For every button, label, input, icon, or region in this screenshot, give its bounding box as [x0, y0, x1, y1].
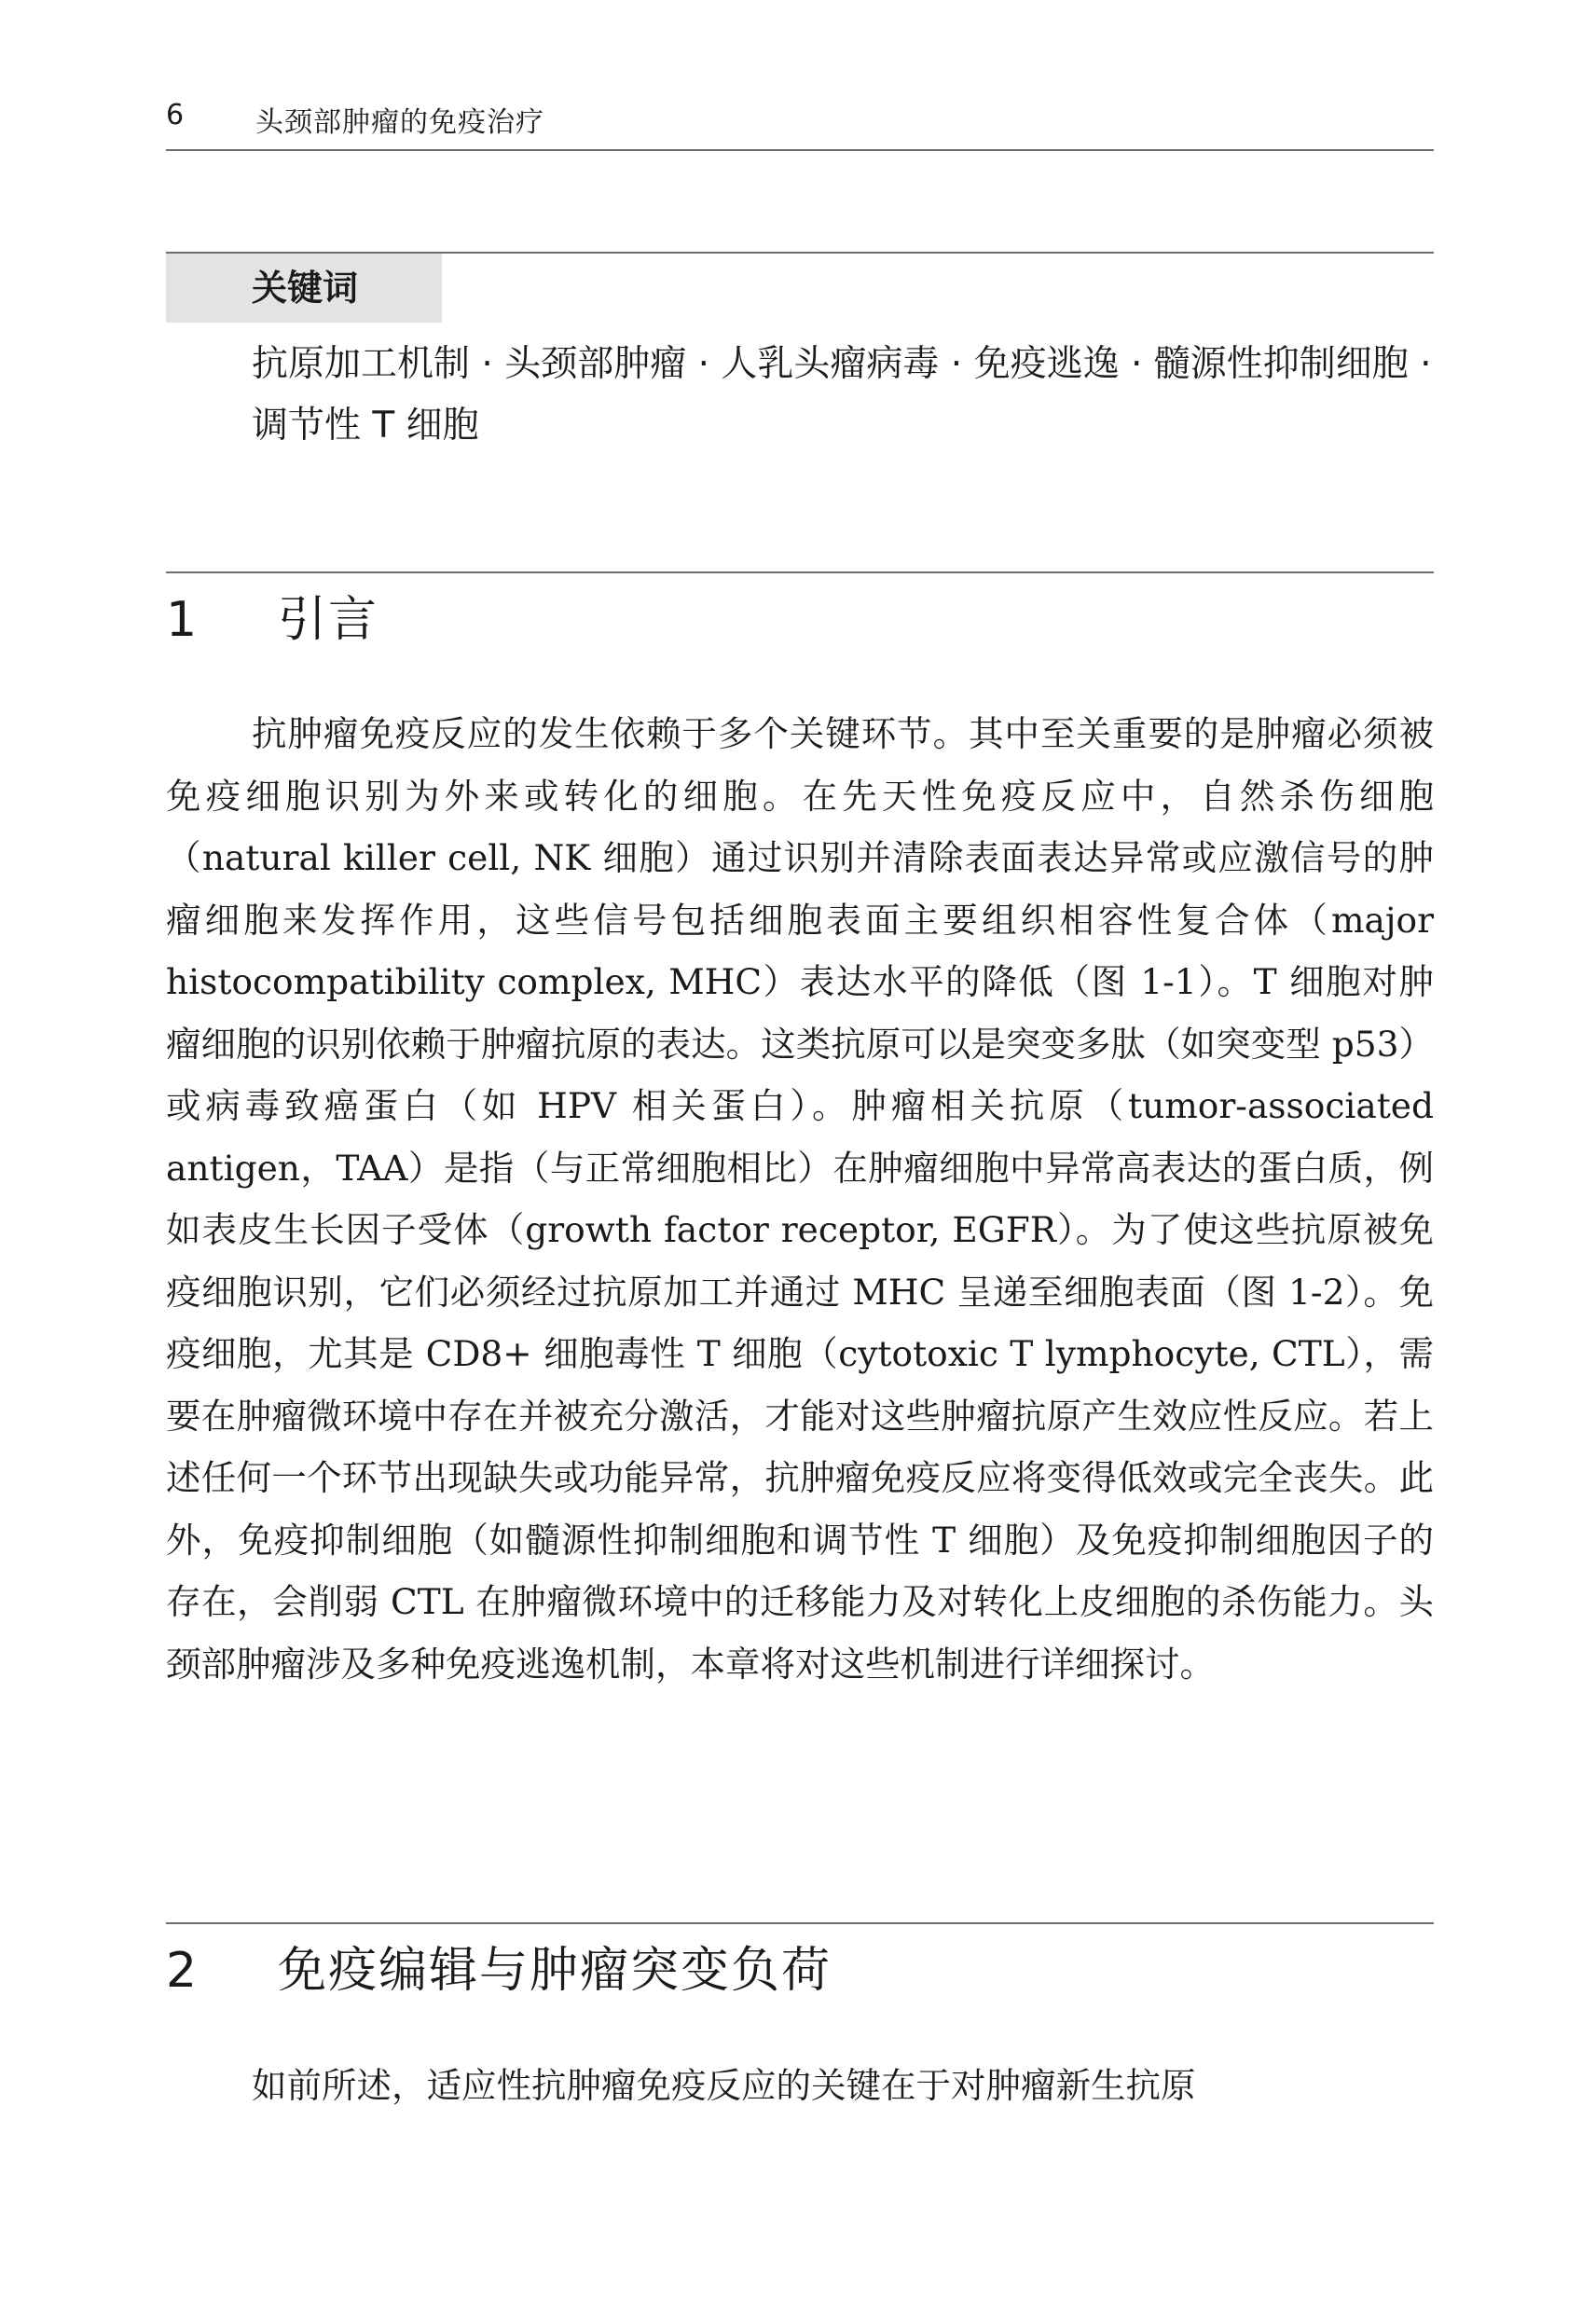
- book-title: 头颈部肿瘤的免疫治疗: [255, 106, 544, 139]
- body-paragraph: 如前所述，适应性抗肿瘤免疫反应的关键在于对肿瘤新生抗原: [252, 2065, 1196, 2106]
- section-heading: [166, 573, 1434, 667]
- body-paragraph: 抗肿瘤免疫反应的发生依赖于多个关键环节。其中至关重要的是肿瘤必须被免疫细胞识别为外来或转化的细胞。在先天性免疫反应中，自然杀伤细胞（natural killer cell, NK 细胞）通过识别并清除表面表达异常或应激信号的肿瘤细胞来发挥作用，这些信号包括细胞表面主要组织相容性复合体（major histocompatibility complex, MHC）表达水平的降低（图 1-1）。T 细胞对肿瘤细胞的识别依赖于肿瘤抗原的表达。这类抗原可以是突变多肽（如突变型 p53）或病毒致癌蛋白（如 HPV 相关蛋白）。肿瘤相关抗原（tumor-associated antigen，TAA）是指（与正常细胞相比）在肿瘤细胞中异常高表达的蛋白质，例如表皮生长因子受体（growth factor receptor, EGFR）。为了使这些抗原被免疫细胞识别，它们必须经过抗原加工并通过 MHC 呈递至细胞表面（图 1-2）。免疫细胞，尤其是 CD8+ 细胞毒性 T 细胞（cytotoxic T lymphocyte, CTL），需要在肿瘤微环境中存在并被充分激活，才能对这些肿瘤抗原产生效应性反应。若上述任何一个环节出现缺失或功能异常，抗肿瘤免疫反应将变得低效或完全丧失。此外，免疫抑制细胞（如髓源性抑制细胞和调节性 T 细胞）及免疫抑制细胞因子的存在，会削弱 CTL 在肿瘤微环境中的迁移能力及对转化上皮细胞的杀伤能力。头颈部肿瘤涉及多种免疫逃逸机制，本章将对这些机制进行详细探讨。: [166, 713, 1434, 1685]
- section-number: 2: [166, 1943, 198, 1999]
- running-header: [166, 93, 1434, 151]
- keywords-block: [166, 252, 1434, 457]
- section-immunoediting: [166, 1922, 1434, 2017]
- section-introduction: [166, 571, 1434, 667]
- section-heading: [166, 1924, 1434, 2017]
- keywords-list: 抗原加工机制 · 头颈部肿瘤 · 人乳头瘤病毒 · 免疫逃逸 · 髓源性抑制细胞 · 调节性 T 细胞: [252, 343, 1432, 447]
- section-number: 1: [166, 592, 198, 648]
- keywords-label: 关键词: [166, 254, 442, 323]
- section-title: 免疫编辑与肿瘤突变负荷: [278, 1943, 832, 1999]
- section-title: 引言: [278, 592, 379, 648]
- page-number: 6: [166, 99, 185, 131]
